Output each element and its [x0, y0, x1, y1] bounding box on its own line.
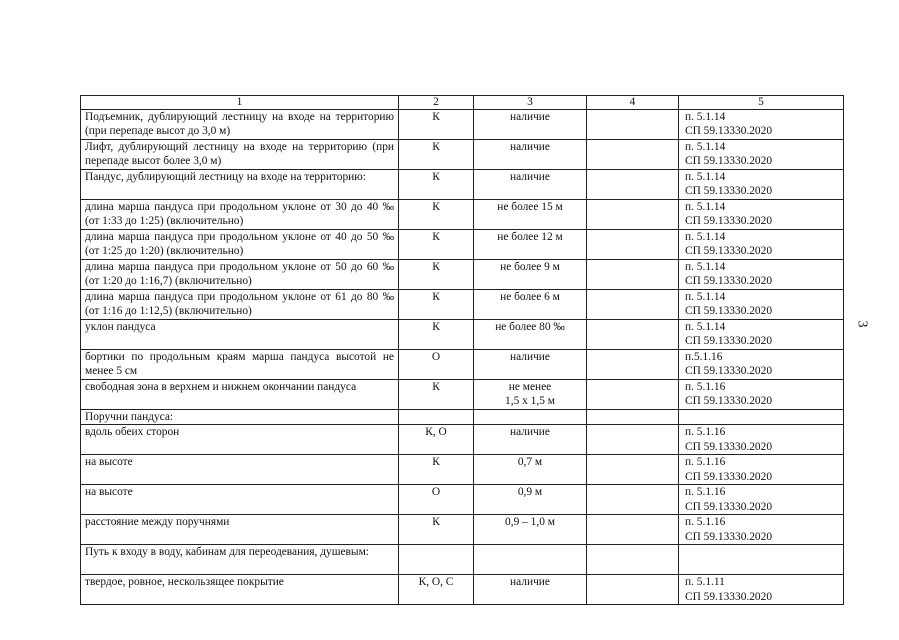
cell-c3: [474, 545, 587, 575]
cell-c3: 0,9 м: [474, 485, 587, 515]
table-row: [81, 575, 844, 605]
cell-c3: 0,7 м: [474, 455, 587, 485]
cell-c1: Поручни пандуса:: [81, 410, 399, 425]
cell-c1: твердое, ровное, нескользящее покрытие: [81, 575, 399, 605]
cell-c2: О: [399, 485, 474, 515]
cell-c5: п. 5.1.14 СП 59.13330.2020: [679, 290, 844, 320]
cell-c2: К: [399, 200, 474, 230]
header-col-5: 5: [679, 96, 844, 110]
cell-c3: наличие: [474, 170, 587, 200]
table-row: [81, 350, 844, 380]
cell-c1: расстояние между поручнями: [81, 515, 399, 545]
cell-c1: бортики по продольным краям марша пандуса высотой не менее 5 см: [81, 350, 399, 380]
header-col-4: 4: [587, 96, 679, 110]
cell-c5: п.5.1.16 СП 59.13330.2020: [679, 350, 844, 380]
cell-c4: [587, 545, 679, 575]
cell-c5: п. 5.1.16 СП 59.13330.2020: [679, 425, 844, 455]
cell-c4: [587, 575, 679, 605]
table-row: [81, 170, 844, 200]
cell-c1: Лифт, дублирующий лестницу на входе на территорию (при перепаде высот более 3,0 м): [81, 140, 399, 170]
table-row: [81, 110, 844, 140]
cell-c3: наличие: [474, 575, 587, 605]
cell-c1: Путь к входу в воду, кабинам для переодевания, душевым:: [81, 545, 399, 575]
cell-c5: п. 5.1.16 СП 59.13330.2020: [679, 515, 844, 545]
cell-c4: [587, 425, 679, 455]
cell-c3: наличие: [474, 350, 587, 380]
cell-c2: К: [399, 455, 474, 485]
cell-c1: вдоль обеих сторон: [81, 425, 399, 455]
cell-c5: п. 5.1.16 СП 59.13330.2020: [679, 455, 844, 485]
cell-c1: длина марша пандуса при продольном уклоне от 50 до 60 ‰ (от 1:20 до 1:16,7) (включительно): [81, 260, 399, 290]
table-row: [81, 260, 844, 290]
table-header-row: [81, 96, 844, 110]
cell-c4: [587, 290, 679, 320]
table-row: [81, 200, 844, 230]
cell-c5: п. 5.1.14 СП 59.13330.2020: [679, 110, 844, 140]
cell-c4: [587, 485, 679, 515]
cell-c4: [587, 110, 679, 140]
cell-c1: Подъемник, дублирующий лестницу на входе на территорию (при перепаде высот до 3,0 м): [81, 110, 399, 140]
cell-c3: не более 15 м: [474, 200, 587, 230]
cell-c2: [399, 545, 474, 575]
cell-c1: длина марша пандуса при продольном уклоне от 61 до 80 ‰ (от 1:16 до 1:12,5) (включительно): [81, 290, 399, 320]
cell-c5: п. 5.1.14 СП 59.13330.2020: [679, 170, 844, 200]
cell-c2: К, О, С: [399, 575, 474, 605]
cell-c4: [587, 260, 679, 290]
cell-c4: [587, 410, 679, 425]
cell-c5: п. 5.1.14 СП 59.13330.2020: [679, 230, 844, 260]
cell-c1: свободная зона в верхнем и нижнем окончании пандуса: [81, 380, 399, 410]
page-number: 3: [854, 320, 870, 328]
cell-c2: К: [399, 230, 474, 260]
cell-c2: К: [399, 110, 474, 140]
cell-c2: К: [399, 290, 474, 320]
cell-c2: К: [399, 260, 474, 290]
table-row: [81, 140, 844, 170]
cell-c5: [679, 545, 844, 575]
cell-c3: наличие: [474, 140, 587, 170]
cell-c1: длина марша пандуса при продольном уклоне от 30 до 40 ‰ (от 1:33 до 1:25) (включительно): [81, 200, 399, 230]
cell-c4: [587, 350, 679, 380]
cell-c2: [399, 410, 474, 425]
cell-c1: Пандус, дублирующий лестницу на входе на территорию:: [81, 170, 399, 200]
cell-c2: К: [399, 515, 474, 545]
cell-c3: не более 6 м: [474, 290, 587, 320]
cell-c5: п. 5.1.14 СП 59.13330.2020: [679, 320, 844, 350]
cell-c3: не более 80 ‰: [474, 320, 587, 350]
cell-c2: К: [399, 140, 474, 170]
cell-c3: наличие: [474, 110, 587, 140]
table-row: [81, 230, 844, 260]
cell-c3: наличие: [474, 425, 587, 455]
cell-c4: [587, 200, 679, 230]
table-row: [81, 290, 844, 320]
cell-c2: К: [399, 320, 474, 350]
requirements-table: [80, 95, 844, 605]
header-col-1: 1: [81, 96, 399, 110]
cell-c3: не более 12 м: [474, 230, 587, 260]
cell-c5: п. 5.1.14 СП 59.13330.2020: [679, 200, 844, 230]
cell-c2: О: [399, 350, 474, 380]
cell-c2: К, О: [399, 425, 474, 455]
table-row: [81, 410, 844, 425]
cell-c4: [587, 170, 679, 200]
cell-c4: [587, 455, 679, 485]
cell-c3: не менее 1,5 х 1,5 м: [474, 380, 587, 410]
cell-c4: [587, 380, 679, 410]
table-row: [81, 455, 844, 485]
cell-c3: не более 9 м: [474, 260, 587, 290]
table-row: [81, 320, 844, 350]
cell-c4: [587, 320, 679, 350]
cell-c4: [587, 515, 679, 545]
cell-c1: уклон пандуса: [81, 320, 399, 350]
cell-c5: п. 5.1.16 СП 59.13330.2020: [679, 485, 844, 515]
cell-c2: К: [399, 170, 474, 200]
table-row: [81, 485, 844, 515]
cell-c5: п. 5.1.14 СП 59.13330.2020: [679, 260, 844, 290]
cell-c5: [679, 410, 844, 425]
table-row: [81, 545, 844, 575]
header-col-3: 3: [474, 96, 587, 110]
cell-c4: [587, 140, 679, 170]
cell-c5: п. 5.1.16 СП 59.13330.2020: [679, 380, 844, 410]
table-row: [81, 425, 844, 455]
cell-c3: [474, 410, 587, 425]
cell-c2: К: [399, 380, 474, 410]
cell-c3: 0,9 – 1,0 м: [474, 515, 587, 545]
table-row: [81, 515, 844, 545]
cell-c1: длина марша пандуса при продольном уклоне от 40 до 50 ‰ (от 1:25 до 1:20) (включительно): [81, 230, 399, 260]
table-row: [81, 380, 844, 410]
header-col-2: 2: [399, 96, 474, 110]
cell-c1: на высоте: [81, 485, 399, 515]
cell-c1: на высоте: [81, 455, 399, 485]
cell-c4: [587, 230, 679, 260]
cell-c5: п. 5.1.11 СП 59.13330.2020: [679, 575, 844, 605]
cell-c5: п. 5.1.14 СП 59.13330.2020: [679, 140, 844, 170]
